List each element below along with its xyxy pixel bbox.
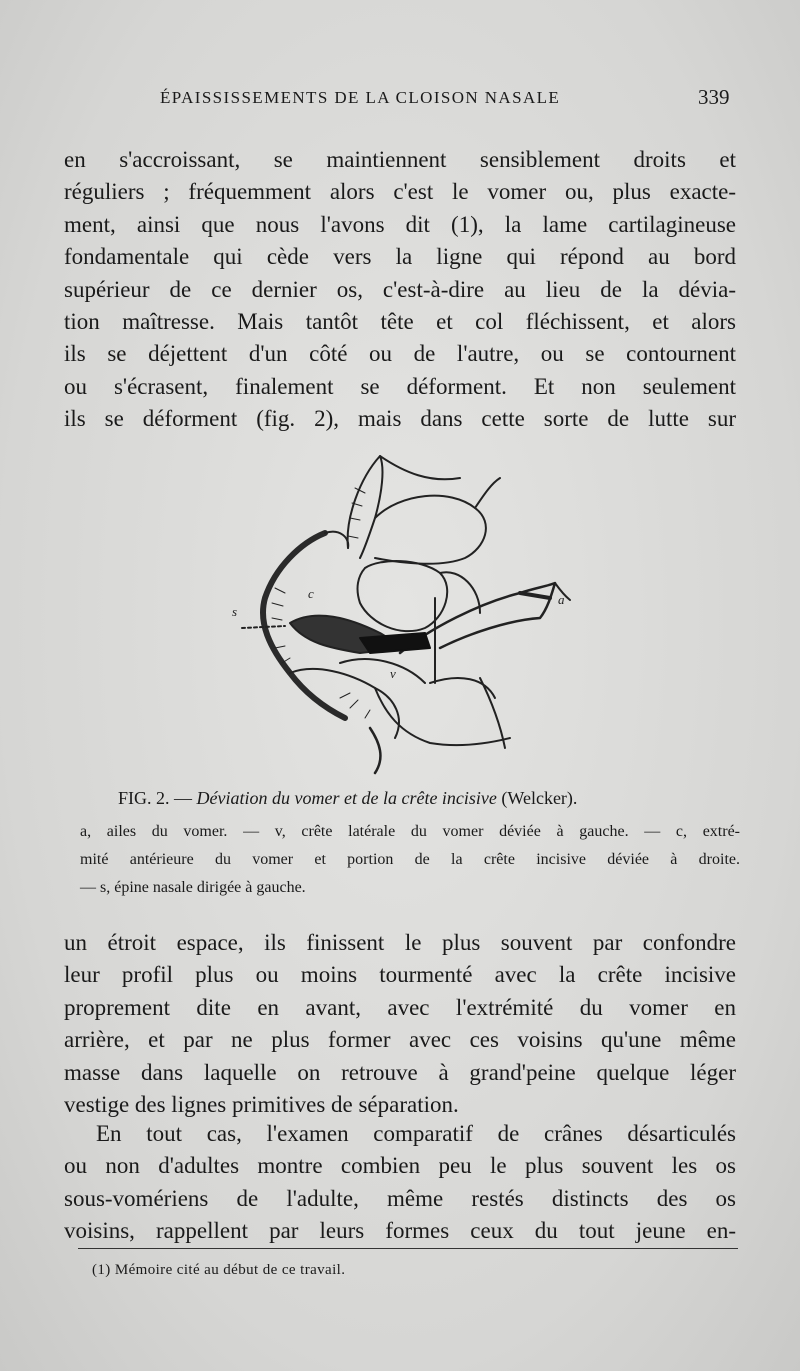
text-line: fondamentale qui cède vers la ligne qui répond au bord — [64, 244, 736, 270]
label-c: c — [308, 586, 314, 601]
legend-line: — s, épine nasale dirigée à gauche. — [80, 879, 306, 896]
label-v: v — [390, 666, 396, 681]
text-line: réguliers ; fréquemment alors c'est le vomer ou, plus exacte- — [64, 179, 736, 205]
figure-legend — [80, 818, 740, 902]
legend-line: mité antérieure du vomer et portion de la crête incisive déviée à droite. — [80, 851, 740, 868]
text-line: supérieur de ce dernier os, c'est-à-dire au lieu de la dévia- — [64, 276, 736, 302]
text-line: proprement dite en avant, avec l'extrémité du vomer en — [64, 994, 736, 1020]
caption-title: Déviation du vomer et de la crête incisive — [196, 788, 497, 808]
text-line: masse dans laquelle on retrouve à grand'peine quelque léger — [64, 1059, 736, 1085]
text-line: voisins, rappellent par leurs formes ceux du tout jeune en- — [64, 1218, 736, 1244]
footnote-divider — [78, 1248, 738, 1249]
vomer-crest-drawing — [230, 448, 590, 783]
text-line: leur profil plus ou moins tourmenté avec la crête incisive — [64, 962, 736, 988]
text-line: en s'accroissant, se maintiennent sensiblement droits et — [64, 147, 736, 172]
figure-2-illustration — [230, 448, 590, 783]
text-line: ou s'écrasent, finalement se déforment. Et non seulement — [64, 373, 736, 399]
legend-line: a, ailes du vomer. — v, crête latérale du vomer déviée à gauche. — c, extré- — [80, 823, 740, 840]
text-line: arrière, et par ne plus former avec ces voisins qu'une même — [64, 1027, 736, 1053]
text-line: ment, ainsi que nous l'avons dit (1), la lame cartilagineuse — [64, 211, 736, 237]
running-title: ÉPAISSISSEMENTS DE LA CLOISON NASALE — [160, 88, 561, 107]
paragraph-3 — [64, 1118, 736, 1248]
text-line: un étroit espace, ils finissent le plus souvent par confondre — [64, 930, 736, 955]
paragraph-1 — [64, 144, 736, 436]
text-line: tion maîtresse. Mais tantôt tête et col fléchissent, et alors — [64, 308, 736, 334]
figure-caption — [118, 785, 778, 811]
text-line: sous-vomériens de l'adulte, même restés distincts des os — [64, 1185, 736, 1211]
page-number: 339 — [698, 85, 730, 109]
page-header — [0, 85, 800, 118]
label-a: a — [558, 592, 565, 607]
text-line: ils se déforment (fig. 2), mais dans cette sorte de lutte sur — [64, 406, 736, 432]
footnote: (1) Mémoire cité au début de ce travail. — [92, 1262, 346, 1278]
caption-prefix: FIG. 2. — — [118, 788, 193, 808]
text-line: vestige des lignes primitives de séparation. — [64, 1091, 459, 1117]
text-line: ou non d'adultes montre combien peu le plus souvent les os — [64, 1153, 736, 1179]
text-line: ils se déjettent d'un côté ou de l'autre, ou se contournent — [64, 341, 736, 367]
paragraph-2 — [64, 927, 736, 1121]
label-s: s — [232, 604, 238, 619]
text-line: En tout cas, l'examen comparatif de crânes désarticulés — [96, 1121, 736, 1146]
caption-author: (Welcker). — [501, 788, 578, 808]
